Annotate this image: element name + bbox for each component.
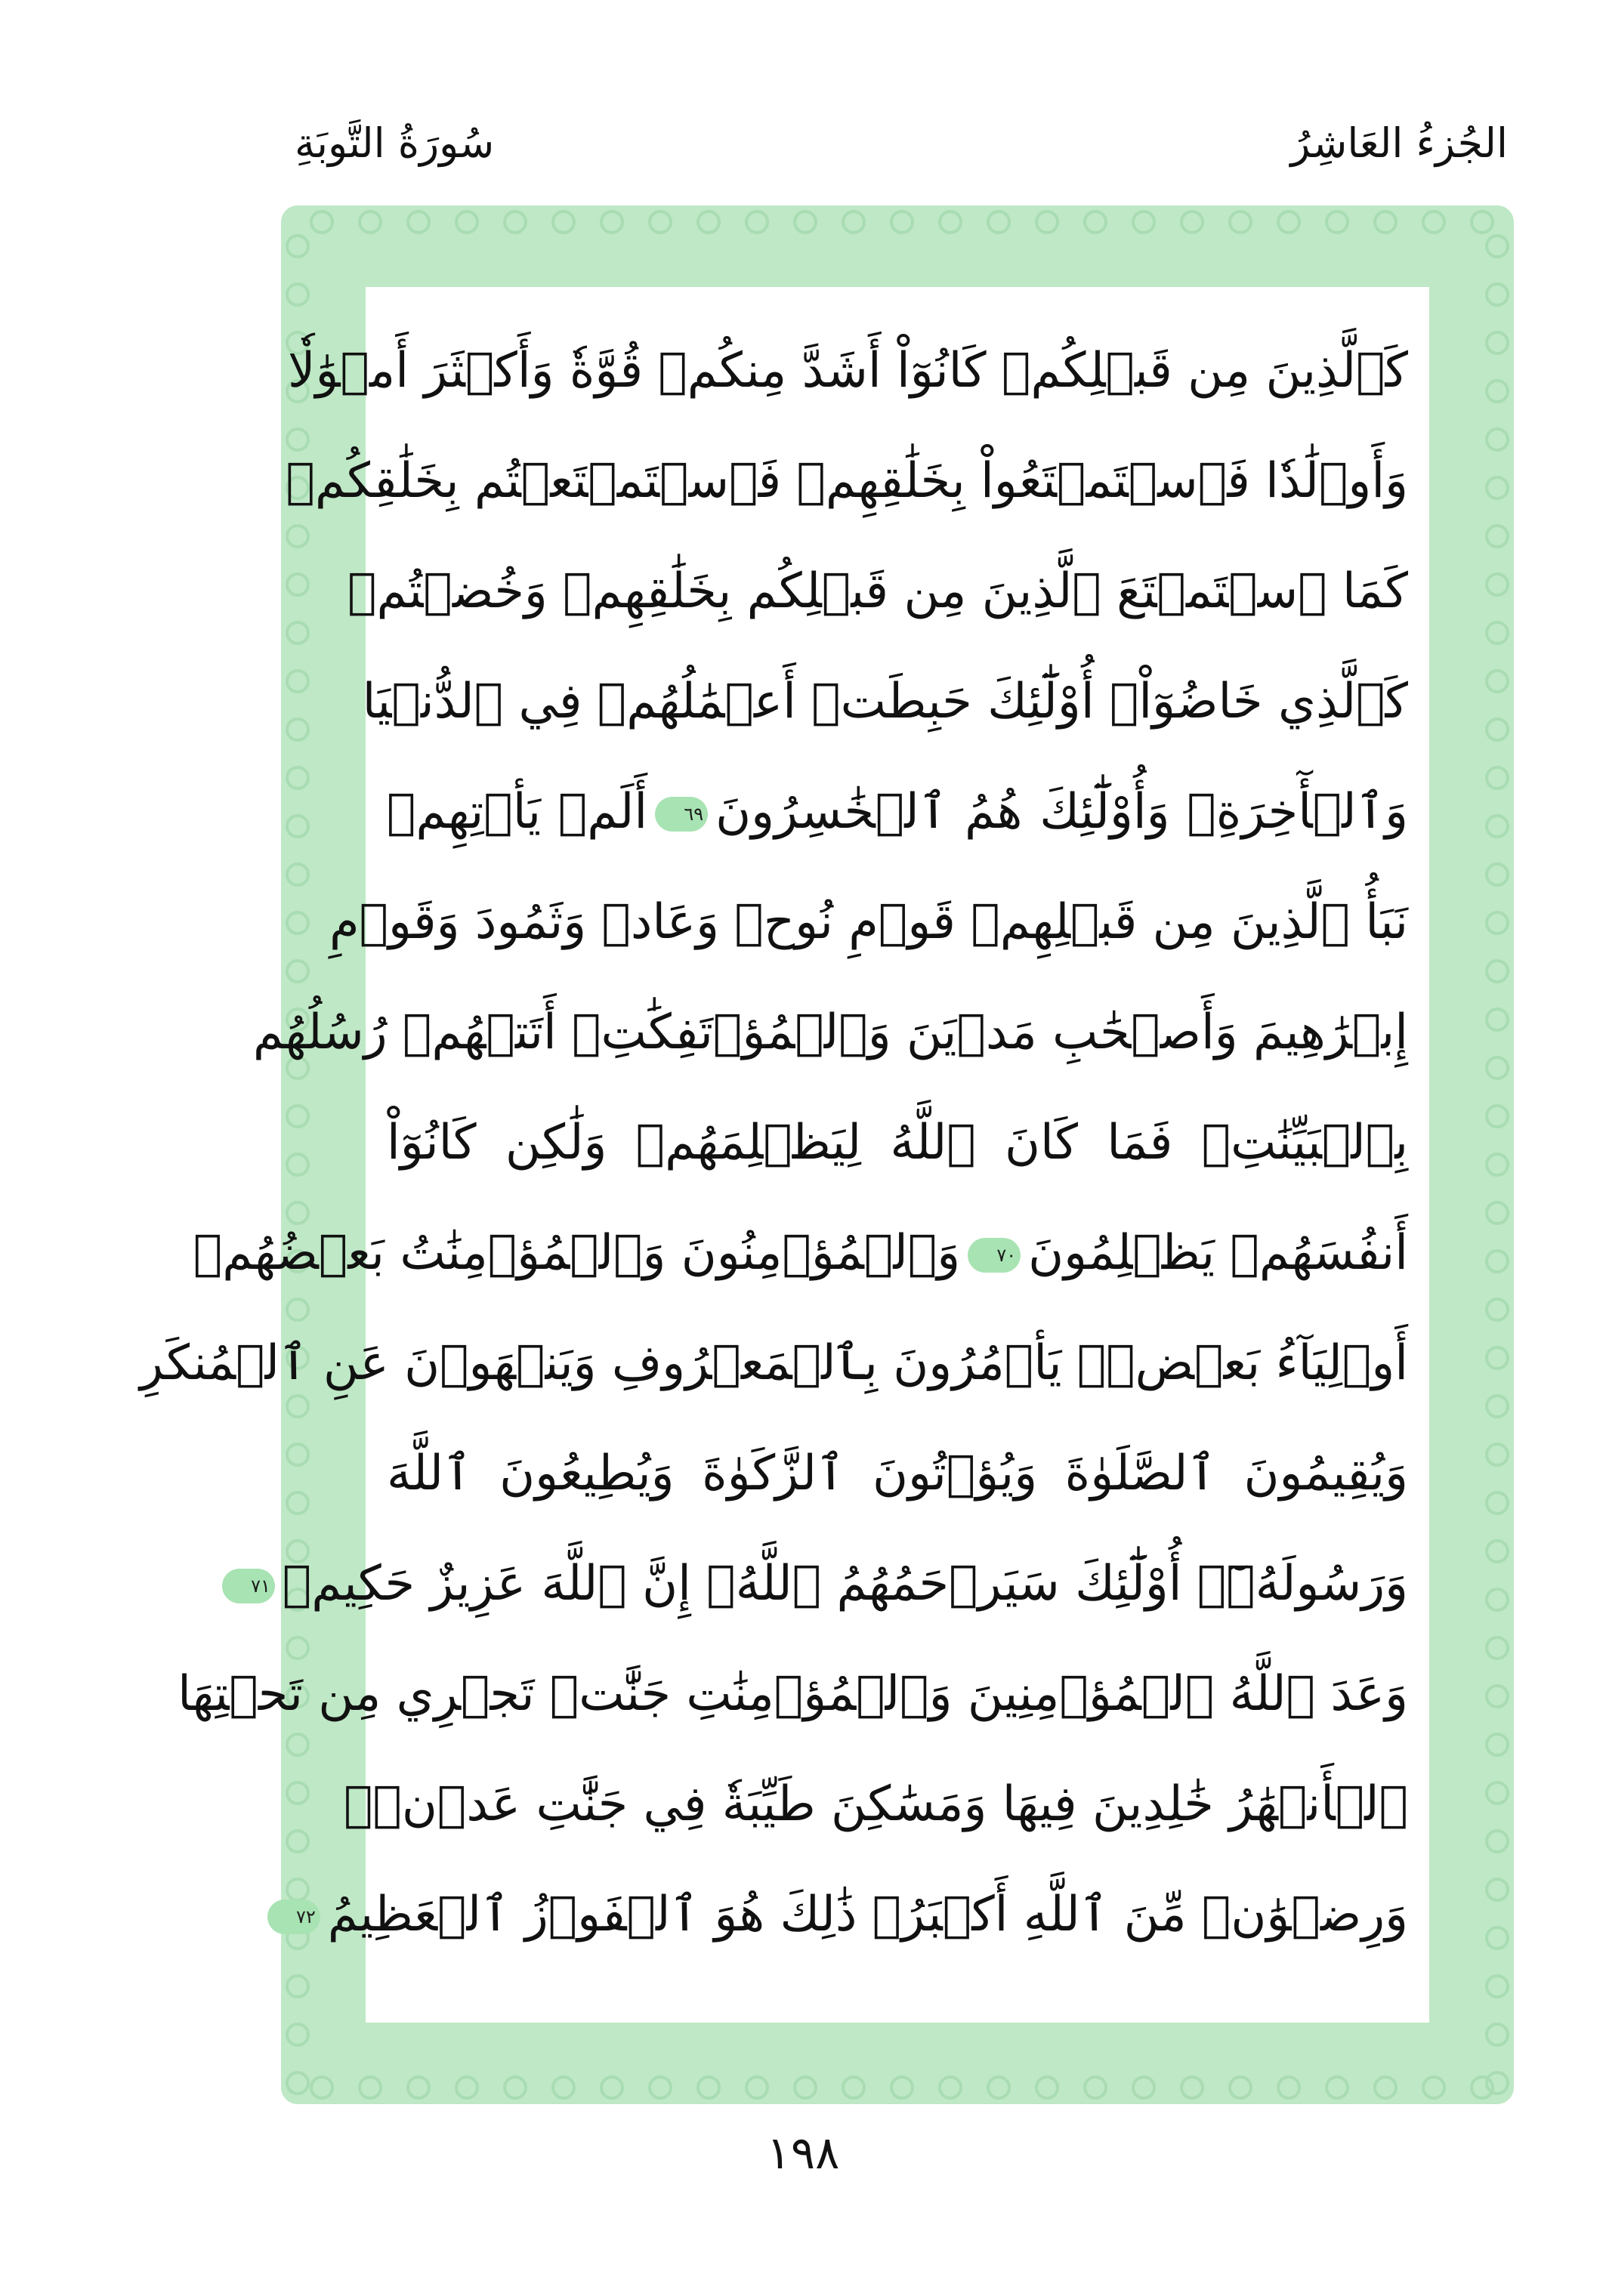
- ayah-line: [251, 1529, 1408, 1639]
- ayah-line: [347, 536, 1408, 647]
- ayah-line: [387, 757, 1408, 867]
- ayah-line: [286, 426, 1408, 536]
- juz-title: الجُزءُ العَاشِرُ: [1290, 119, 1508, 167]
- ayah-line: [252, 977, 1408, 1088]
- ayah-line: [387, 1418, 1408, 1529]
- ayah-number-marker: ٧١: [222, 1569, 275, 1603]
- ayah-text: وَرَسُولَهُۥٓۚ أُوْلَٰٓئِكَ سَيَرۡحَمُهُمُ ٱللَّهُۗ إِنَّ ٱللَّهَ عَزِيزٌ حَكِيمٞ: [282, 1556, 1408, 1612]
- ayah-text: كَٱلَّذِينَ مِن قَبۡلِكُمۡ كَانُوٓاْ أَشَدَّ مِنكُمۡ قُوَّةٗ وَأَكۡثَرَ أَمۡوَٰلٗا: [287, 343, 1408, 399]
- ayah-line: [287, 316, 1408, 426]
- surah-title: سُورَةُ التَّوبَةِ: [295, 119, 495, 167]
- ayah-text: وَعَدَ ٱللَّهُ ٱلۡمُؤۡمِنِينَ وَٱلۡمُؤۡمِنَٰتِ جَنَّٰتٖ تَجۡرِي مِن تَحۡتِهَا: [178, 1666, 1408, 1722]
- ayah-line: [344, 1749, 1408, 1859]
- ayah-line: [178, 1639, 1408, 1749]
- ayah-text: وَٱلۡمُؤۡمِنُونَ وَٱلۡمُؤۡمِنَٰتُ بَعۡضُهُمۡ: [193, 1225, 961, 1281]
- ayah-number-marker: ٧٠: [968, 1238, 1021, 1273]
- ayah-text: وَٱلۡأٓخِرَةِۖ وَأُوْلَٰٓئِكَ هُمُ ٱلۡخَٰسِرُونَ: [715, 784, 1409, 840]
- ayah-text: إِبۡرَٰهِيمَ وَأَصۡحَٰبِ مَدۡيَنَ وَٱلۡمُؤۡتَفِكَٰتِۚ أَتَتۡهُمۡ رُسُلُهُم: [252, 1004, 1408, 1060]
- ayah-text: بِٱلۡبَيِّنَٰتِۖ فَمَا كَانَ ٱللَّهُ لِيَظۡلِمَهُمۡ وَلَٰكِن كَانُوٓاْ: [387, 1115, 1408, 1171]
- ayah-text: كَٱلَّذِي خَاضُوٓاْۚ أُوْلَٰٓئِكَ حَبِطَتۡ أَعۡمَٰلُهُمۡ فِي ٱلدُّنۡيَا: [362, 674, 1408, 730]
- ayah-text: أَوۡلِيَآءُ بَعۡضٖۚ يَأۡمُرُونَ بِٱلۡمَعۡرُوفِ وَيَنۡهَوۡنَ عَنِ ٱلۡمُنكَرِ: [140, 1335, 1408, 1391]
- ayah-text: وَرِضۡوَٰنٞ مِّنَ ٱللَّهِ أَكۡبَرُۚ ذَٰلِكَ هُوَ ٱلۡفَوۡزُ ٱلۡعَظِيمُ: [327, 1887, 1408, 1943]
- ayah-text: وَيُقِيمُونَ ٱلصَّلَوٰةَ وَيُؤۡتُونَ ٱلزَّكَوٰةَ وَيُطِيعُونَ ٱللَّهَ: [387, 1446, 1408, 1501]
- ayah-lines: [140, 316, 1409, 1970]
- ayah-line: [387, 1088, 1408, 1198]
- ayah-text: كَمَا ٱسۡتَمۡتَعَ ٱلَّذِينَ مِن قَبۡلِكُم بِخَلَٰقِهِمۡ وَخُضۡتُمۡ: [347, 563, 1408, 619]
- ayah-line: [329, 867, 1408, 977]
- ayah-line: [296, 1859, 1408, 1970]
- text-panel: [140, 287, 1429, 2023]
- ayah-text: أَنفُسَهُمۡ يَظۡلِمُونَ: [1028, 1225, 1408, 1281]
- ayah-text: وَأَوۡلَٰدٗا فَٱسۡتَمۡتَعُواْ بِخَلَٰقِهِمۡ فَٱسۡتَمۡتَعۡتُم بِخَلَٰقِكُمۡ: [286, 453, 1408, 509]
- ayah-text: ٱلۡأَنۡهَٰرُ خَٰلِدِينَ فِيهَا وَمَسَٰكِنَ طَيِّبَةٗ فِي جَنَّٰتِ عَدۡنٖۚ: [344, 1776, 1408, 1832]
- ayah-line: [362, 647, 1408, 757]
- ayah-number-marker: ٦٩: [655, 797, 708, 832]
- page-frame: [140, 205, 1514, 2104]
- ayah-text: نَبَأُ ٱلَّذِينَ مِن قَبۡلِهِمۡ قَوۡمِ نُوحٖ وَعَادٖ وَثَمُودَ وَقَوۡمِ: [329, 894, 1408, 950]
- ayah-text: أَلَمۡ يَأۡتِهِمۡ: [387, 784, 648, 840]
- ayah-number-marker: ٧٢: [267, 1899, 320, 1934]
- ayah-line: [140, 1308, 1408, 1418]
- page-number: ١٩٨: [766, 2127, 840, 2180]
- ayah-line: [193, 1198, 1408, 1308]
